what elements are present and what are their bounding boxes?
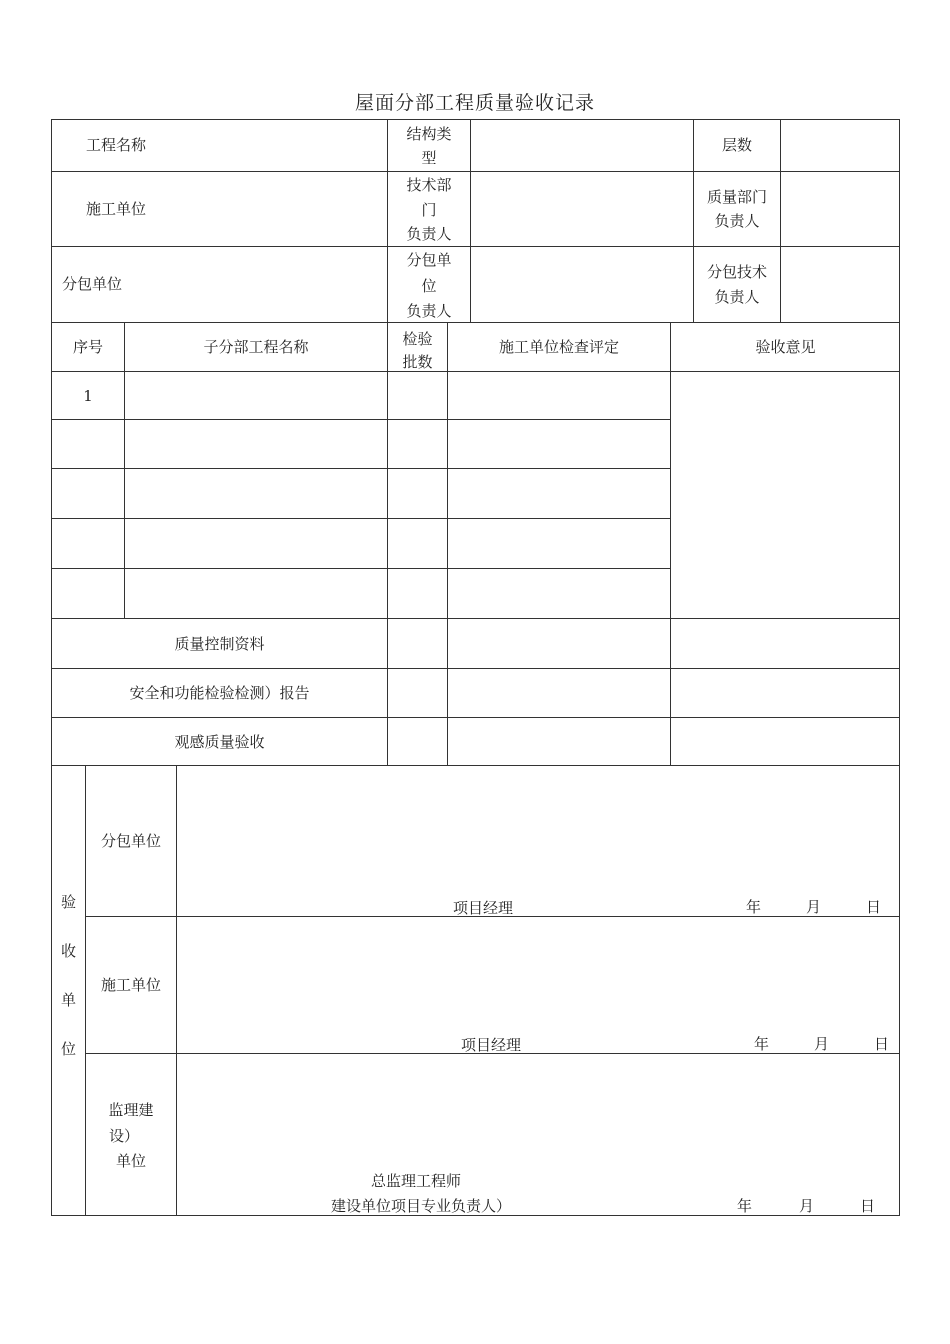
col-opinion-header: 验收意见 — [755, 338, 816, 356]
year-label: 年 — [746, 898, 762, 916]
col-divider — [447, 322, 448, 765]
sub-tech-label: 负责人 — [714, 288, 760, 306]
tech-dept-label: 门 — [421, 201, 437, 219]
col-divider — [780, 119, 781, 322]
sub-head-label: 位 — [421, 277, 437, 295]
page-title: 屋面分部工程质量验收记录 — [354, 92, 595, 114]
day-label: 日 — [860, 1197, 876, 1215]
row-divider — [51, 765, 900, 766]
structure-type-label: 结构类 — [406, 125, 452, 143]
acceptance-side-label: 收 — [60, 942, 76, 960]
row-divider — [51, 371, 900, 372]
appearance-label: 观感质量验收 — [174, 733, 265, 751]
row-divider — [51, 246, 900, 247]
acceptance-side-label: 单 — [60, 991, 76, 1009]
year-label: 年 — [737, 1197, 753, 1215]
col-divider — [470, 119, 471, 322]
row-divider — [51, 568, 671, 569]
quality-dept-label: 质量部门 — [706, 188, 767, 206]
sub-head-label: 负责人 — [406, 302, 452, 320]
col-divider — [176, 765, 177, 1216]
tech-dept-label: 负责人 — [406, 225, 452, 243]
month-label: 月 — [814, 1035, 830, 1053]
floors-label: 层数 — [721, 136, 752, 154]
sub-tech-label: 分包技术 — [706, 263, 767, 281]
acceptance-side-label: 验 — [60, 893, 76, 911]
pm-label: 项目经理 — [461, 1036, 522, 1054]
col-no-header: 序号 — [72, 338, 103, 356]
row-divider — [51, 419, 671, 420]
day-label: 日 — [874, 1035, 890, 1053]
col-batch-header: 批数 — [402, 353, 433, 371]
pm-label: 项目经理 — [453, 899, 514, 917]
tech-dept-label: 技术部 — [406, 176, 452, 194]
year-label: 年 — [754, 1035, 770, 1053]
day-label: 日 — [866, 898, 882, 916]
acceptance-supervisor-label: 设） — [108, 1127, 139, 1145]
chief-supervisor-label: 总监理工程师 — [371, 1172, 462, 1190]
structure-type-label: 型 — [421, 149, 437, 167]
subcontractor-label: 分包单位 — [62, 275, 123, 293]
row-number: 1 — [83, 387, 93, 405]
row-divider — [51, 618, 900, 619]
month-label: 月 — [806, 898, 822, 916]
row-divider — [51, 518, 671, 519]
col-name-header: 子分部工程名称 — [203, 338, 309, 356]
acceptance-subcontractor-label: 分包单位 — [100, 832, 161, 850]
quality-control-label: 质量控制资料 — [174, 635, 265, 653]
row-divider — [51, 171, 900, 172]
col-divider — [124, 322, 125, 618]
month-label: 月 — [799, 1197, 815, 1215]
acceptance-contractor-label: 施工单位 — [100, 976, 161, 994]
quality-dept-label: 负责人 — [714, 212, 760, 230]
owner-rep-label: 建设单位项目专业负责人） — [331, 1197, 512, 1215]
row-divider — [51, 468, 671, 469]
safety-report-label: 安全和功能检验检测）报告 — [129, 684, 310, 702]
acceptance-supervisor-label: 监理建 — [108, 1101, 154, 1119]
acceptance-supervisor-label: 单位 — [115, 1152, 146, 1170]
sub-head-label: 分包单 — [406, 251, 452, 269]
acceptance-side-label: 位 — [60, 1040, 76, 1058]
col-batch-header: 检验 — [402, 330, 433, 348]
contractor-label: 施工单位 — [86, 200, 147, 218]
row-divider — [51, 322, 900, 323]
col-divider — [670, 322, 671, 765]
col-check-header: 施工单位检查评定 — [498, 338, 619, 356]
row-divider — [51, 668, 900, 669]
row-divider — [51, 717, 900, 718]
col-divider — [387, 322, 388, 765]
project-name-label: 工程名称 — [86, 136, 147, 154]
